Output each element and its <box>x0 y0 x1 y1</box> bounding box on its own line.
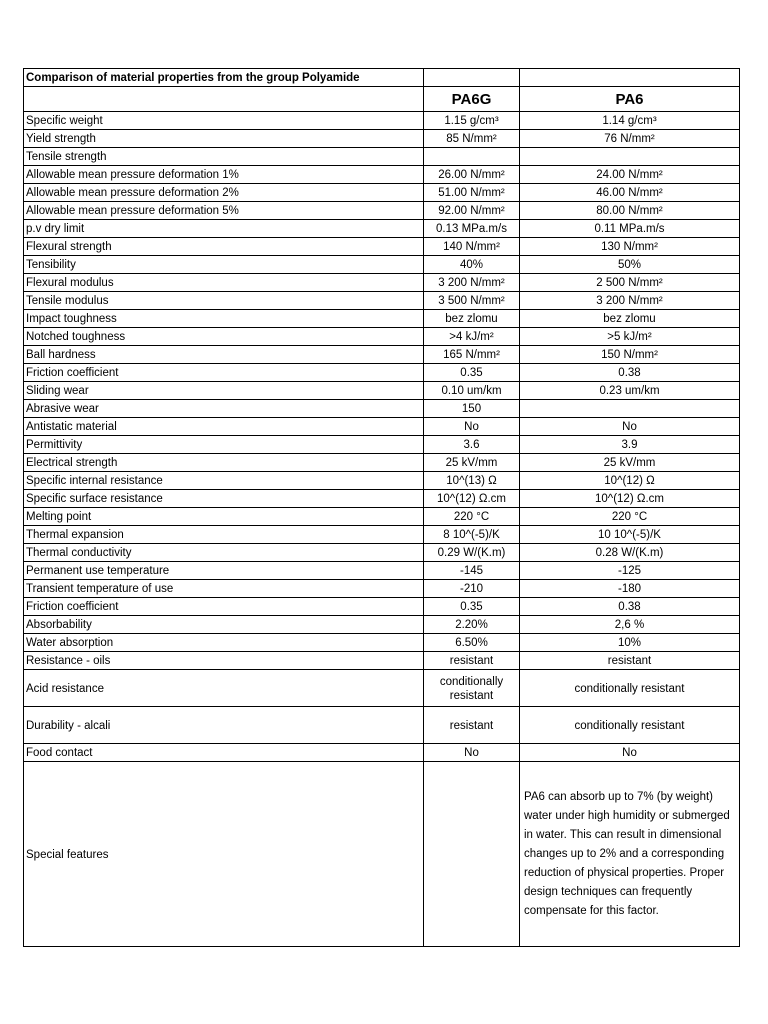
pa6-value: 0.28 W/(K.m) <box>520 544 740 562</box>
table-row <box>24 580 740 598</box>
table-row <box>24 328 740 346</box>
property-label: Impact toughness <box>24 310 424 328</box>
property-label: Ball hardness <box>24 346 424 364</box>
special-features-note: PA6 can absorb up to 7% (by weight) water under high humidity or submerged in water. This can result in dimensional changes up to 2% and a corresponding reduction of physical properties. Proper design techniques can frequently compensate for this factor. <box>520 762 740 947</box>
table-row <box>24 256 740 274</box>
table-row <box>24 454 740 472</box>
property-label: Electrical strength <box>24 454 424 472</box>
pa6-value <box>520 148 740 166</box>
table-row <box>24 762 740 947</box>
property-label: Durability - alcali <box>24 707 424 744</box>
table-row <box>24 744 740 762</box>
property-label: Flexural modulus <box>24 274 424 292</box>
pa6-value: 150 N/mm² <box>520 346 740 364</box>
table-row <box>24 130 740 148</box>
pa6g-value: 1.15 g/cm³ <box>424 112 520 130</box>
pa6g-value: No <box>424 744 520 762</box>
pa6-value: 3 200 N/mm² <box>520 292 740 310</box>
table-row <box>24 670 740 707</box>
property-label: Specific internal resistance <box>24 472 424 490</box>
pa6g-value: 3.6 <box>424 436 520 454</box>
property-label: Abrasive wear <box>24 400 424 418</box>
pa6g-value: 140 N/mm² <box>424 238 520 256</box>
pa6-value <box>520 400 740 418</box>
property-label: Special features <box>24 762 424 947</box>
pa6g-value <box>424 148 520 166</box>
property-label: Allowable mean pressure deformation 5% <box>24 202 424 220</box>
table-row <box>24 634 740 652</box>
material-comparison-table <box>23 68 740 947</box>
pa6-value: 25 kV/mm <box>520 454 740 472</box>
pa6g-value: 0.13 MPa.m/s <box>424 220 520 238</box>
property-label: Acid resistance <box>24 670 424 707</box>
pa6-value: 2 500 N/mm² <box>520 274 740 292</box>
table-row <box>24 310 740 328</box>
pa6-value: conditionally resistant <box>520 707 740 744</box>
table-row <box>24 184 740 202</box>
property-label: Permittivity <box>24 436 424 454</box>
pa6-value: 10^(12) Ω.cm <box>520 490 740 508</box>
pa6g-value: 150 <box>424 400 520 418</box>
column-header-pa6g: PA6G <box>424 87 520 112</box>
table-row <box>24 472 740 490</box>
table-row <box>24 112 740 130</box>
pa6g-value: 165 N/mm² <box>424 346 520 364</box>
pa6-value: -180 <box>520 580 740 598</box>
pa6-value: 10^(12) Ω <box>520 472 740 490</box>
pa6g-value: 25 kV/mm <box>424 454 520 472</box>
property-label: Tensile strength <box>24 148 424 166</box>
pa6g-value: 2.20% <box>424 616 520 634</box>
property-label: Resistance - oils <box>24 652 424 670</box>
table-title: Comparison of material properties from the group Polyamide <box>24 69 424 87</box>
pa6-value: conditionally resistant <box>520 670 740 707</box>
pa6-value: 76 N/mm² <box>520 130 740 148</box>
pa6-value: No <box>520 744 740 762</box>
table-row <box>24 202 740 220</box>
pa6g-value: 40% <box>424 256 520 274</box>
table-row <box>24 652 740 670</box>
property-label: Thermal conductivity <box>24 544 424 562</box>
table-row <box>24 382 740 400</box>
pa6-value: bez zlomu <box>520 310 740 328</box>
pa6-value: 3.9 <box>520 436 740 454</box>
pa6g-value: 85 N/mm² <box>424 130 520 148</box>
pa6g-value: No <box>424 418 520 436</box>
pa6-value: 10 10^(-5)/K <box>520 526 740 544</box>
pa6g-value: 3 200 N/mm² <box>424 274 520 292</box>
table-row <box>24 292 740 310</box>
property-label: Thermal expansion <box>24 526 424 544</box>
property-label: Melting point <box>24 508 424 526</box>
pa6-value: 0.23 um/km <box>520 382 740 400</box>
pa6g-value: -145 <box>424 562 520 580</box>
table-row <box>24 238 740 256</box>
empty-cell <box>24 87 424 112</box>
pa6-value: 0.38 <box>520 364 740 382</box>
empty-cell <box>424 69 520 87</box>
table-row <box>24 562 740 580</box>
pa6g-value: resistant <box>424 707 520 744</box>
pa6g-value: 6.50% <box>424 634 520 652</box>
property-label: Friction coefficient <box>24 364 424 382</box>
table-row <box>24 436 740 454</box>
pa6g-value: bez zlomu <box>424 310 520 328</box>
pa6-value: 1.14 g/cm³ <box>520 112 740 130</box>
table-row <box>24 616 740 634</box>
pa6g-value: >4 kJ/m² <box>424 328 520 346</box>
column-header-pa6: PA6 <box>520 87 740 112</box>
pa6g-value: 0.10 um/km <box>424 382 520 400</box>
property-label: Specific weight <box>24 112 424 130</box>
pa6-value: 80.00 N/mm² <box>520 202 740 220</box>
property-label: Specific surface resistance <box>24 490 424 508</box>
pa6-value: -125 <box>520 562 740 580</box>
table-row <box>24 508 740 526</box>
property-label: Transient temperature of use <box>24 580 424 598</box>
property-label: Notched toughness <box>24 328 424 346</box>
table-row <box>24 490 740 508</box>
pa6-value: resistant <box>520 652 740 670</box>
table-row <box>24 346 740 364</box>
pa6-value: 220 °C <box>520 508 740 526</box>
pa6g-value: 0.29 W/(K.m) <box>424 544 520 562</box>
property-label: Absorbability <box>24 616 424 634</box>
pa6g-value: conditionally resistant <box>424 670 520 707</box>
pa6g-value: -210 <box>424 580 520 598</box>
property-label: Friction coefficient <box>24 598 424 616</box>
pa6-value: No <box>520 418 740 436</box>
pa6-value: 46.00 N/mm² <box>520 184 740 202</box>
table-row <box>24 274 740 292</box>
pa6-value: 0.38 <box>520 598 740 616</box>
table-row <box>24 220 740 238</box>
property-label: Allowable mean pressure deformation 2% <box>24 184 424 202</box>
pa6-value: >5 kJ/m² <box>520 328 740 346</box>
property-label: Permanent use temperature <box>24 562 424 580</box>
pa6g-value <box>424 762 520 947</box>
property-label: p.v dry limit <box>24 220 424 238</box>
pa6-value: 0.11 MPa.m/s <box>520 220 740 238</box>
table-row <box>24 598 740 616</box>
table-row <box>24 400 740 418</box>
pa6-value: 24.00 N/mm² <box>520 166 740 184</box>
pa6-value: 130 N/mm² <box>520 238 740 256</box>
table-row <box>24 544 740 562</box>
property-label: Food contact <box>24 744 424 762</box>
property-label: Allowable mean pressure deformation 1% <box>24 166 424 184</box>
table-row <box>24 526 740 544</box>
pa6g-value: resistant <box>424 652 520 670</box>
pa6g-value: 3 500 N/mm² <box>424 292 520 310</box>
table-row <box>24 418 740 436</box>
table-row <box>24 707 740 744</box>
table-row <box>24 148 740 166</box>
pa6g-value: 51.00 N/mm² <box>424 184 520 202</box>
pa6g-value: 10^(13) Ω <box>424 472 520 490</box>
empty-cell <box>520 69 740 87</box>
pa6-value: 50% <box>520 256 740 274</box>
table-row <box>24 166 740 184</box>
pa6-value: 10% <box>520 634 740 652</box>
pa6g-value: 10^(12) Ω.cm <box>424 490 520 508</box>
property-label: Yield strength <box>24 130 424 148</box>
property-label: Tensibility <box>24 256 424 274</box>
pa6g-value: 8 10^(-5)/K <box>424 526 520 544</box>
property-label: Antistatic material <box>24 418 424 436</box>
pa6g-value: 92.00 N/mm² <box>424 202 520 220</box>
property-label: Flexural strength <box>24 238 424 256</box>
pa6g-value: 0.35 <box>424 598 520 616</box>
property-label: Tensile modulus <box>24 292 424 310</box>
property-label: Water absorption <box>24 634 424 652</box>
pa6g-value: 0.35 <box>424 364 520 382</box>
pa6-value: 2,6 % <box>520 616 740 634</box>
table-row <box>24 364 740 382</box>
property-label: Sliding wear <box>24 382 424 400</box>
pa6g-value: 220 °C <box>424 508 520 526</box>
pa6g-value: 26.00 N/mm² <box>424 166 520 184</box>
